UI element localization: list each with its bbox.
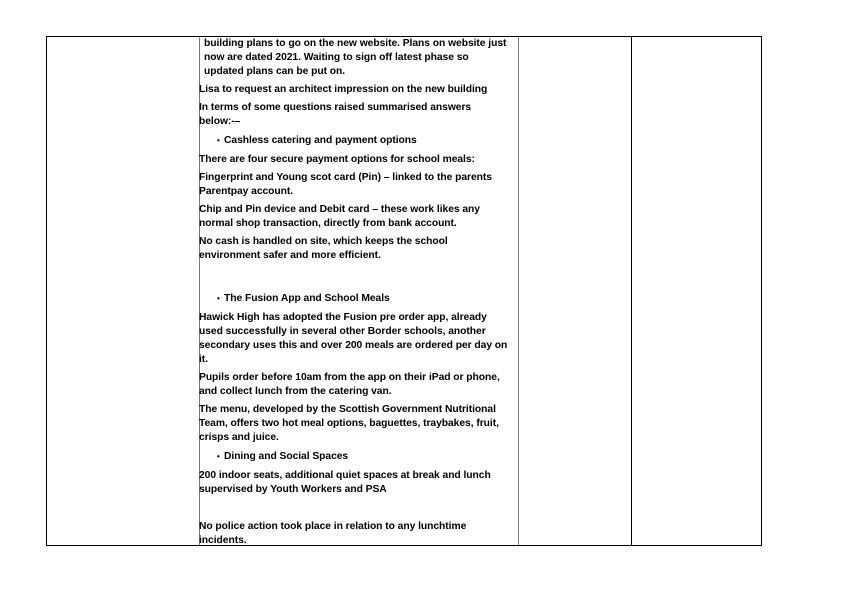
table-column-divider-3 <box>631 37 632 545</box>
bullet-label: Cashless catering and payment options <box>224 135 417 146</box>
table-column-divider-2 <box>518 37 519 545</box>
blank-line <box>199 497 511 520</box>
bullet-item-dining <box>199 450 511 464</box>
blank-line <box>199 263 511 287</box>
paragraph-hawick-high: Hawick High has adopted the Fusion pre order app, already used successfully in several other Border schools, another secondary uses this and over 200 meals are ordered per day on it. <box>199 312 508 365</box>
paragraph-indoor-seats: 200 indoor seats, additional quiet spaces at break and lunch supervised by Youth Workers and PSA <box>199 470 491 495</box>
bullet-label: The Fusion App and School Meals <box>224 293 390 304</box>
paragraph-no-cash: No cash is handled on site, which keeps the school environment safer and more efficient. <box>199 236 448 261</box>
paragraph-architect-impression: Lisa to request an architect impression on the new building <box>199 84 488 95</box>
paragraph-website-plans: building plans to go on the new website. Plans on website just now are dated 2021. Waiting to sign off latest phase so updated plans can be put on. <box>204 38 507 77</box>
bullet-item-cashless <box>199 134 511 148</box>
paragraph-pupils-order: Pupils order before 10am from the app on their iPad or phone, and collect lunch from the catering van. <box>199 372 500 397</box>
paragraph-questions-intro: In terms of some questions raised summarised answers below:-– <box>199 102 472 127</box>
paragraph-fingerprint: Fingerprint and Young scot card (Pin) – linked to the parents Parentpay account. <box>199 172 492 197</box>
bullet-icon: • <box>217 136 220 145</box>
bullet-item-fusion <box>199 292 511 306</box>
paragraph-police-action: No police action took place in relation to any lunchtime incidents. <box>199 521 467 546</box>
bullet-icon: • <box>217 294 220 303</box>
paragraph-chip-and-pin: Chip and Pin device and Debit card – these work likes any normal shop transaction, directly from bank account. <box>199 204 480 229</box>
table-cell-notes <box>199 37 511 548</box>
bullet-label: Dining and Social Spaces <box>224 451 349 462</box>
paragraph-payment-options: There are four secure payment options for school meals: <box>199 154 475 165</box>
paragraph-menu: The menu, developed by the Scottish Government Nutritional Team, offers two hot meal options, baguettes, traybakes, fruit, crisps and juice. <box>199 404 499 443</box>
bullet-icon: • <box>217 452 220 461</box>
